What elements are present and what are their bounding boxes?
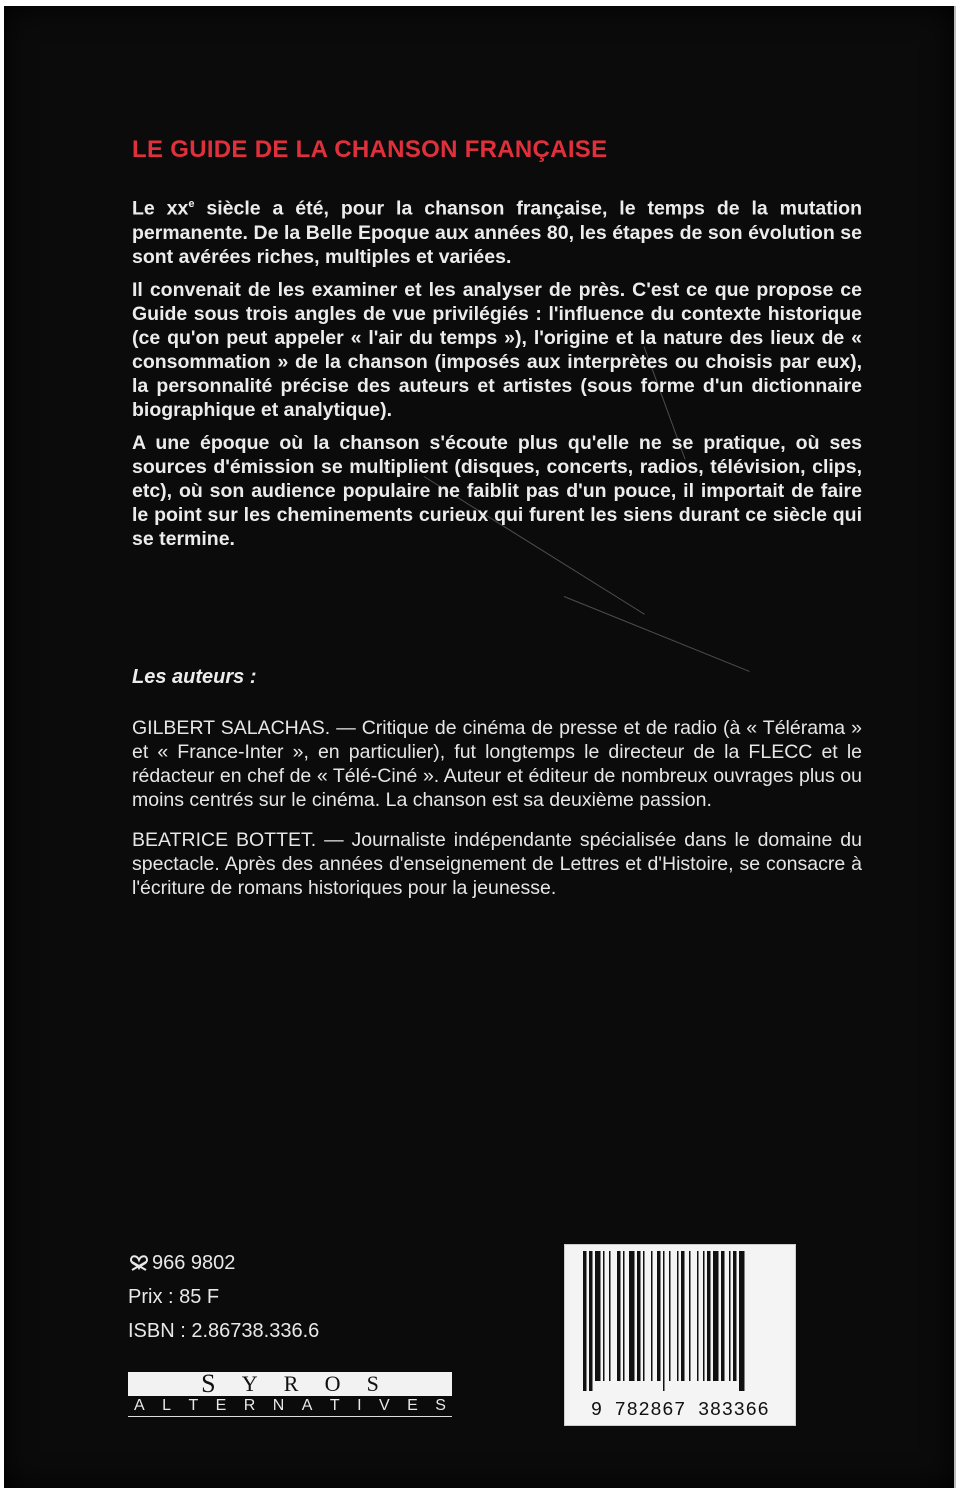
barcode-bar (703, 1251, 705, 1381)
barcode-bar (677, 1251, 679, 1381)
barcode-bars (583, 1251, 777, 1391)
product-code: 966 9802 (152, 1252, 236, 1274)
barcode-bar (713, 1251, 719, 1381)
barcode-bar (595, 1251, 601, 1381)
barcode-bar (609, 1251, 611, 1381)
barcode-bar (669, 1251, 671, 1381)
barcode-bar (657, 1251, 661, 1381)
barcode-bar (637, 1251, 641, 1381)
barcode-number: 9 782867 383366 (590, 1399, 770, 1421)
barcode-bar (629, 1251, 635, 1381)
barcode-bar (589, 1251, 593, 1391)
barcode-bar (623, 1251, 625, 1381)
barcode-bar (721, 1251, 725, 1381)
barcode-bar (617, 1251, 621, 1381)
barcode-bar (707, 1251, 711, 1381)
price: Prix : 85 F (128, 1286, 220, 1308)
description-paragraph-1: Le $xx^e$ siècle a été, pour la chanson française, le temps de la mutation permanente. De la Belle Epoque aux années 80, les étapes de son évolution se sont avérées riches, multiples et variées. (132, 197, 862, 268)
description-paragraph-2: Il convenait de les examiner et les analyser de près. C'est ce que propose ce Guide sous trois angles de vue privilégiés : l'influence du contexte historique (ce qu'on peut appeler « l'air du temps »), l'origine et la nature des lieux de « consommation » de la chanson (imposés aux interprètes ou choisis par eux), la personnalité précise des auteurs et artistes (sous forme d'un dictionnaire biographique et analytique). (132, 278, 862, 421)
authors-heading: Les auteurs : (132, 666, 257, 688)
barcode-bar (697, 1251, 699, 1381)
author-bio-salachas: GILBERT SALACHAS. — Critique de cinéma de presse et de radio (à « Télérama » et « France-Inter », en particulier), fut longtemps le directeur de la FLECC et le rédacteur en chef de « Télé-Ciné ». Auteur et éditeur de nombreux ouvrages plus ou moins centrés sur le cinéma. La chanson est sa deuxième passion. (132, 717, 862, 811)
product-code-line (128, 1246, 319, 1280)
product-info (128, 1246, 319, 1348)
barcode-bar (603, 1251, 605, 1381)
publisher-name: S Y R O S (128, 1372, 452, 1396)
description-paragraph-3: A une époque où la chanson s'écoute plus qu'elle ne se pratique, où ses sources d'émission se multiplient (disques, concerts, radios, télévision, clips, etc), où son audience populaire ne faiblit pas d'un pouce, il importait de faire le point sur les cheminements curieux qui furent les siens durant ce siècle qui se termine. (132, 431, 862, 550)
author-bio-bottet: BEATRICE BOTTET. — Journaliste indépendante spécialisée dans le domaine du spectacle. Après des années d'enseignement de Lettres et d'Histoire, se consacre à l'écriture de romans historiques pour la jeunesse. (132, 829, 862, 899)
barcode-bar (663, 1251, 665, 1391)
barcode-bar (739, 1251, 745, 1391)
book-back-cover (4, 6, 956, 1488)
barcode-bar (643, 1251, 645, 1381)
barcode-bar (729, 1251, 731, 1381)
barcode-bar (651, 1251, 653, 1381)
description (132, 192, 862, 560)
barcode-bar (681, 1251, 685, 1381)
authors-section (132, 716, 862, 916)
knot-logo-icon (128, 1252, 150, 1274)
barcode-bar (583, 1251, 587, 1391)
publisher-collection: A L T E R N A T I V E S (128, 1396, 452, 1417)
book-title: LE GUIDE DE LA CHANSON FRANÇAISE (132, 136, 608, 163)
barcode-bar (689, 1251, 691, 1381)
publisher-logo (128, 1369, 452, 1418)
barcode (564, 1244, 796, 1426)
isbn: ISBN : 2.86738.336.6 (128, 1320, 320, 1342)
barcode-bar (733, 1251, 737, 1381)
